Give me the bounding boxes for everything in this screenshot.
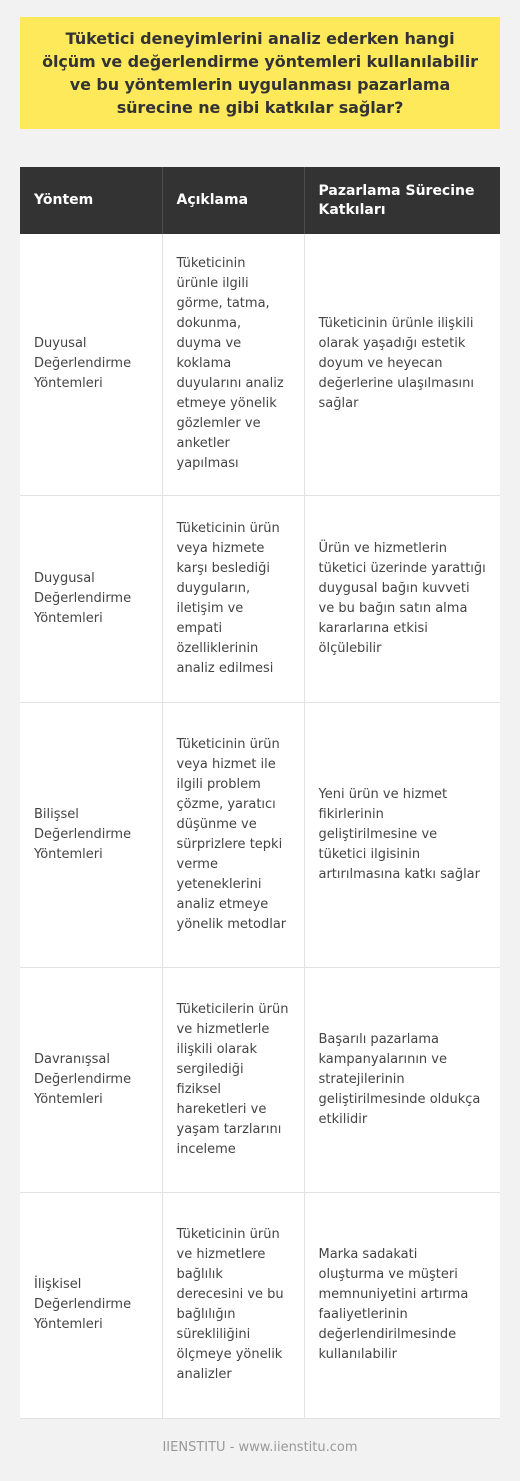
cell-method: Duygusal Değerlendirme Yöntemleri [20,495,162,702]
table-body [20,234,500,1418]
table-row [20,967,500,1192]
table-row [20,1192,500,1418]
title-banner [20,17,500,129]
cell-description: Tüketicinin ürün veya hizmete karşı beslediği duyguların, iletişim ve empati özelliklerinin analiz edilmesi [162,495,304,702]
cell-contribution: Ürün ve hizmetlerin tüketici üzerinde yarattığı duygusal bağın kuvveti ve bu bağın satın alma kararlarına etkisi ölçülebilir [304,495,500,702]
cell-description: Tüketicinin ürün veya hizmet ile ilgili problem çözme, yaratıcı düşünme ve sürprizlere tepki verme yeteneklerini analiz etmeye yönelik metodlar [162,702,304,967]
table-row [20,495,500,702]
cell-description: Tüketicinin ürün ve hizmetlere bağlılık derecesini ve bu bağlılığın sürekliliğini ölçmeye yönelik analizler [162,1192,304,1418]
header-method: Yöntem [20,167,162,234]
cell-method: Duyusal Değerlendirme Yöntemleri [20,234,162,495]
cell-description: Tüketicinin ürünle ilgili görme, tatma, dokunma, duyma ve koklama duyularını analiz etmeye yönelik gözlemler ve anketler yapılması [162,234,304,495]
table-header [20,167,500,234]
cell-description: Tüketicilerin ürün ve hizmetlerle ilişkili olarak sergilediği fiziksel hareketleri ve yaşam tarzlarını inceleme [162,967,304,1192]
cell-method: Bilişsel Değerlendirme Yöntemleri [20,702,162,967]
cell-contribution: Başarılı pazarlama kampanyalarının ve stratejilerinin geliştirilmesinde oldukça etkilidir [304,967,500,1192]
cell-contribution: Marka sadakati oluşturma ve müşteri memnuniyetini artırma faaliyetlerinin değerlendirilmesinde kullanılabilir [304,1192,500,1418]
methods-table [20,167,500,1419]
header-row [20,167,500,234]
table-row [20,234,500,495]
footer-credit: IIENSTITU - www.iienstitu.com [162,1440,358,1455]
cell-method: Davranışsal Değerlendirme Yöntemleri [20,967,162,1192]
table-row [20,702,500,967]
header-description: Açıklama [162,167,304,234]
cell-method: İlişkisel Değerlendirme Yöntemleri [20,1192,162,1418]
page-title: Tüketici deneyimlerini analiz ederken hangi ölçüm ve değerlendirme yöntemleri kullanılabilir ve bu yöntemlerin uygulanması pazarlama sürecine ne gibi katkılar sağlar? [42,29,478,117]
header-contribution: Pazarlama Sürecine Katkıları [304,167,500,234]
cell-contribution: Yeni ürün ve hizmet fikirlerinin geliştirilmesine ve tüketici ilgisinin artırılmasına katkı sağlar [304,702,500,967]
cell-contribution: Tüketicinin ürünle ilişkili olarak yaşadığı estetik doyum ve heyecan değerlerine ulaşılmasını sağlar [304,234,500,495]
